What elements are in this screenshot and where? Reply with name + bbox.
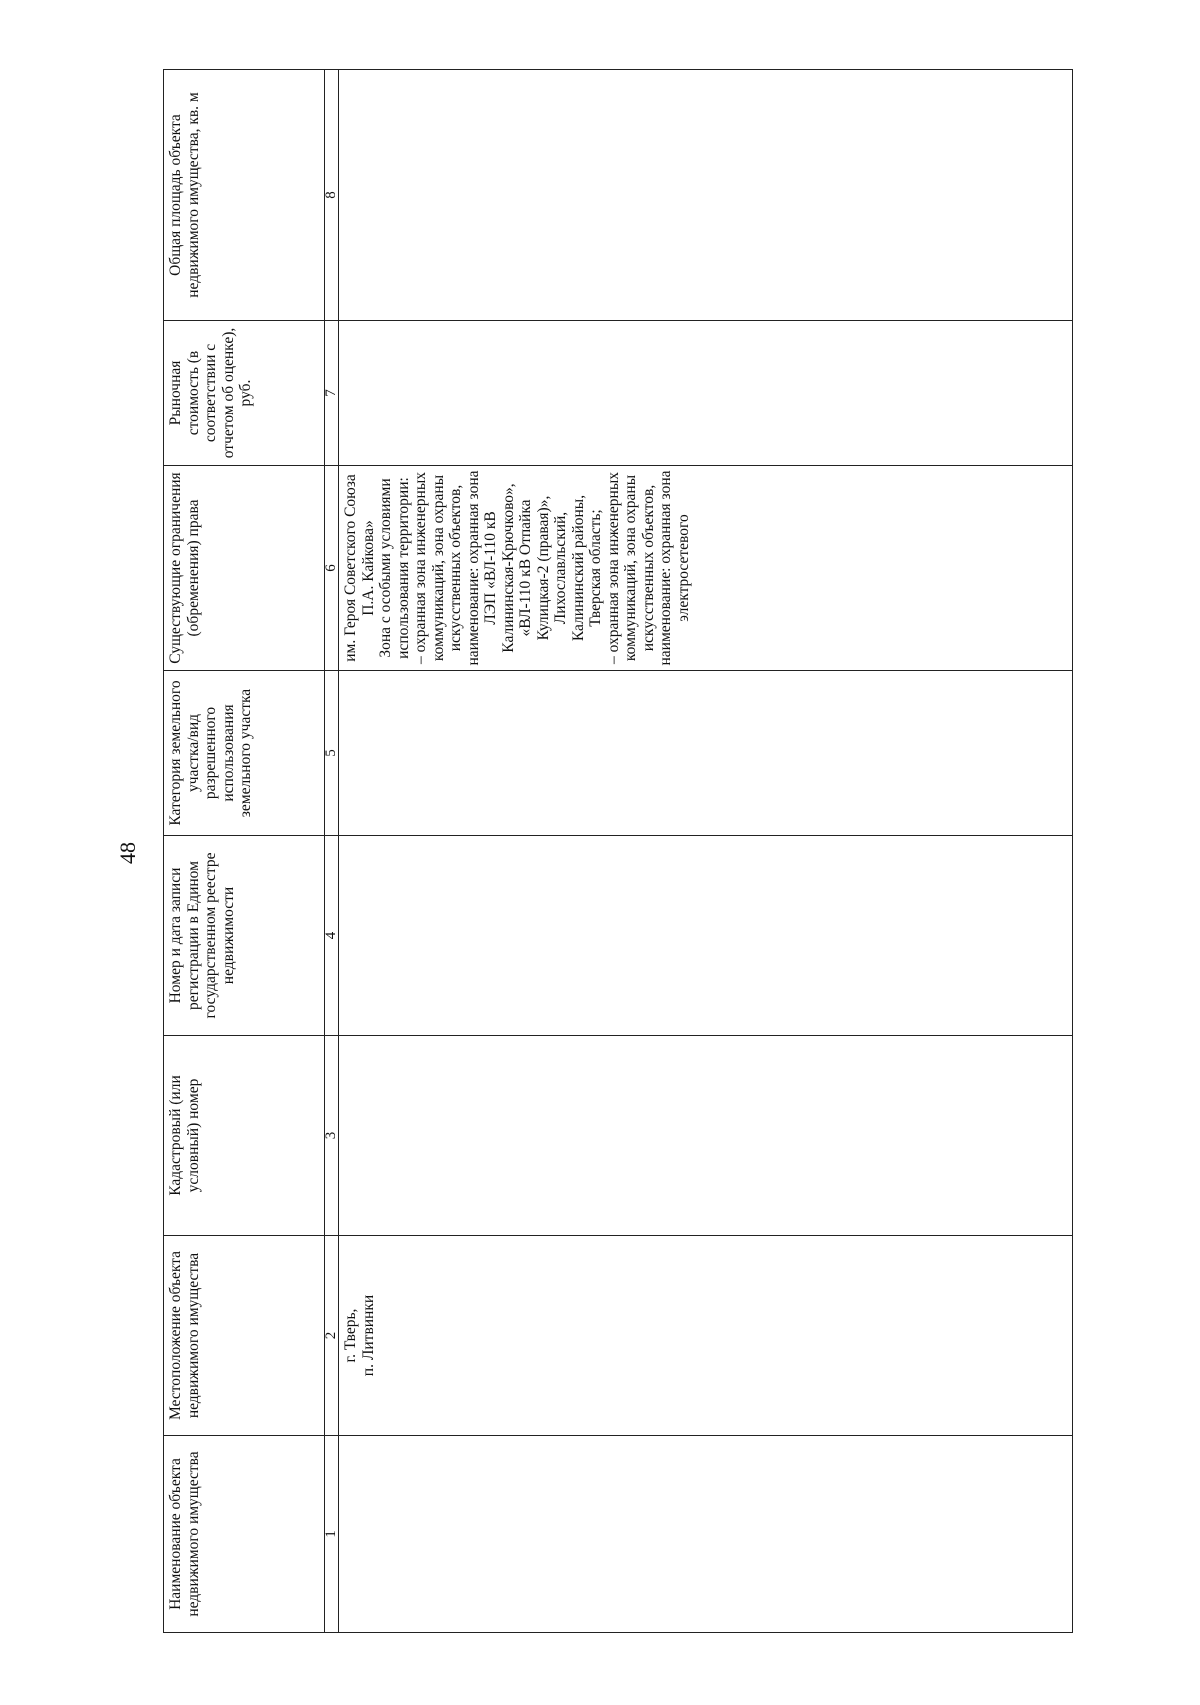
column-number: 6 [324,466,338,671]
column-number: 2 [324,1236,338,1436]
cell-land-category [339,671,1073,836]
header-cell-location: Местоположение объекта недвижимого имущества [164,1236,325,1436]
column-number: 4 [324,836,338,1036]
header-cell-land-category: Категория земельного участка/вид разрешенного использования земельного участка [164,671,325,836]
cell-registration-record [339,836,1073,1036]
header-cell-registration-record: Номер и дата записи регистрации в Едином государственном реестре недвижимости [164,836,325,1036]
header-row [164,70,325,1633]
header-cell-name: Наименование объекта недвижимого имущества [164,1436,325,1633]
header-cell-restrictions: Существующие ограничения (обременения) права [164,466,325,671]
column-number: 7 [324,321,338,466]
cell-market-value [339,321,1073,466]
column-number: 8 [324,70,338,321]
table-row [339,70,1073,1633]
cell-location: г. Тверь, п. Литвинки [339,1236,1073,1436]
column-number: 1 [324,1436,338,1633]
column-number: 5 [324,671,338,836]
page-number: 48 [115,842,140,864]
cell-cadastral-number [339,1036,1073,1236]
property-registry-table [163,69,1073,1633]
header-cell-cadastral-number: Кадастровый (или условный) номер [164,1036,325,1236]
header-cell-total-area: Общая площадь объекта недвижимого имущества, кв. м [164,70,325,321]
header-cell-market-value: Рыночная стоимость (в соответствии с отчетом об оценке), руб. [164,321,325,466]
cell-restrictions: им. Героя Советского Союза П.А. Кайкова» Зона с особыми условиями использования территории: – охранная зона инженерных коммуникаций, зона охраны искусственных объектов, наименование: охранная зона ЛЭП «ВЛ-110 кВ Калининская-Крючково», «ВЛ-110 кВ Отпайка Кулицкая-2 (правая)», Лихославльский, Калининский районы, Тверская область; – охранная зона инженерных коммуникаций, зона охраны искусственных объектов, наименование: охранная зона электросетевого [339,466,1073,671]
cell-total-area [339,70,1073,321]
column-number: 3 [324,1036,338,1236]
cell-name [339,1436,1073,1633]
registry-table-wrapper [163,70,1073,1633]
column-number-row [324,70,338,1633]
